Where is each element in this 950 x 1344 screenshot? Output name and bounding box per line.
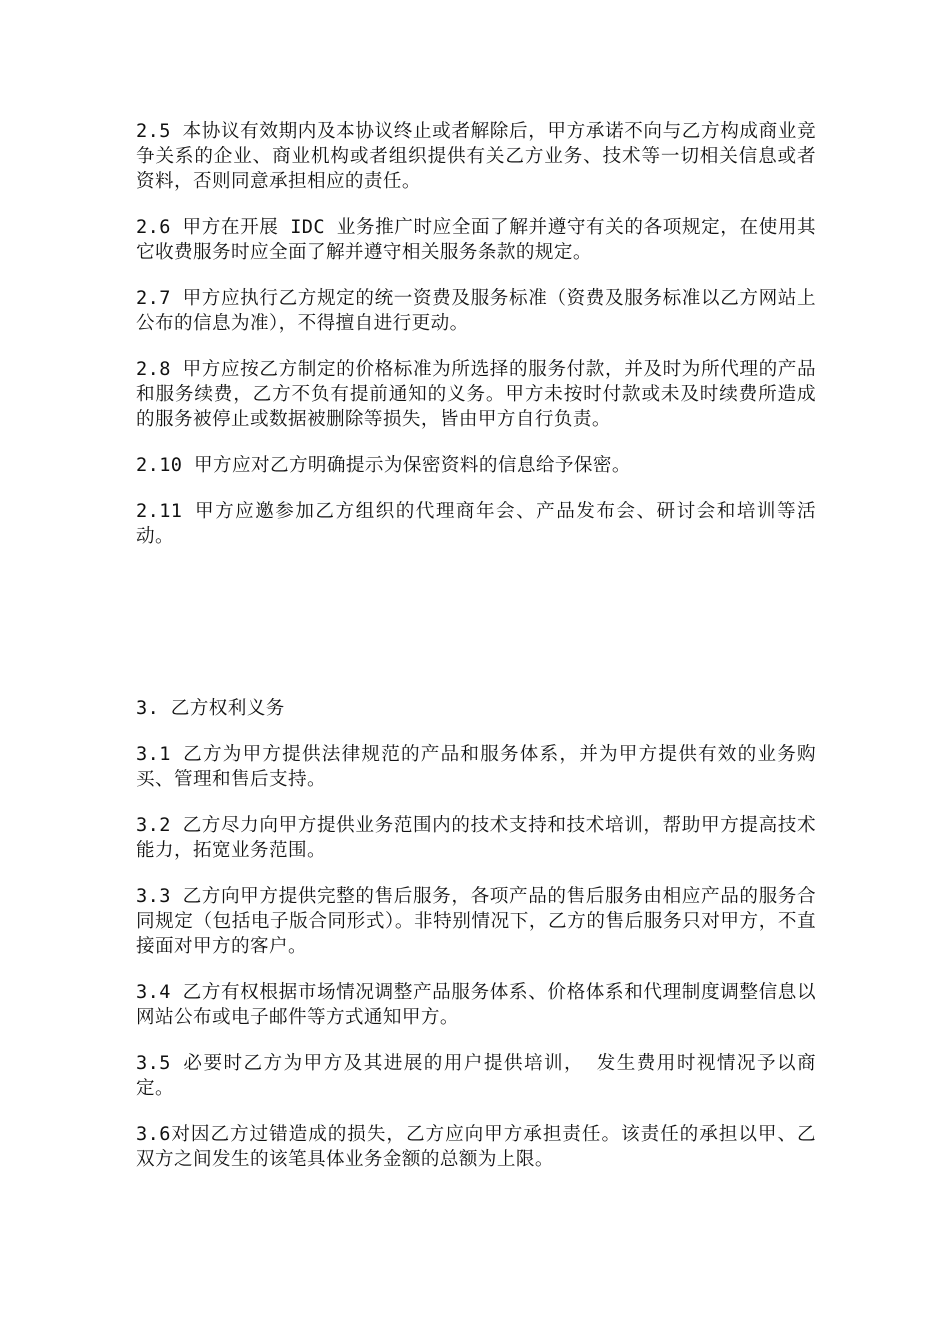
clause-2-7: 2.7 甲方应执行乙方规定的统一资费及服务标准（资费及服务标准以乙方网站上公布的信息为准），不得擅自进行更动。 <box>136 288 816 334</box>
clause-2-8: 2.8 甲方应按乙方制定的价格标准为所选择的服务付款，并及时为所代理的产品和服务续费，乙方不负有提前通知的义务。甲方未按时付款或未及时续费所造成的服务被停止或数据被删除等损失，皆由甲方自行负责。 <box>136 359 816 430</box>
clause-3-5: 3.5 必要时乙方为甲方及其进展的用户提供培训， 发生费用时视情况予以商定。 <box>136 1053 816 1099</box>
section-3-heading: 3. 乙方权利义务 <box>136 698 285 719</box>
clause-2-5: 2.5 本协议有效期内及本协议终止或者解除后，甲方承诺不向与乙方构成商业竞争关系的企业、商业机构或者组织提供有关乙方业务、技术等一切相关信息或者资料，否则同意承担相应的责任。 <box>136 121 816 192</box>
clause-3-4: 3.4 乙方有权根据市场情况调整产品服务体系、价格体系和代理制度调整信息以网站公布或电子邮件等方式通知甲方。 <box>136 982 816 1028</box>
clause-3-6: 3.6对因乙方过错造成的损失，乙方应向甲方承担责任。该责任的承担以甲、乙双方之间发生的该笔具体业务金额的总额为上限。 <box>136 1124 816 1170</box>
clause-3-3: 3.3 乙方向甲方提供完整的售后服务，各项产品的售后服务由相应产品的服务合同规定（包括电子版合同形式）。非特别情况下，乙方的售后服务只对甲方，不直接面对甲方的客户。 <box>136 886 816 957</box>
section-spacer <box>136 570 816 696</box>
clause-2-6: 2.6 甲方在开展 IDC 业务推广时应全面了解并遵守有关的各项规定，在使用其它收费服务时应全面了解并遵守相关服务条款的规定。 <box>136 217 816 263</box>
document-body <box>136 119 816 1193</box>
clause-2-11: 2.11 甲方应邀参加乙方组织的代理商年会、产品发布会、研讨会和培训等活动。 <box>136 501 816 547</box>
clause-3-2: 3.2 乙方尽力向甲方提供业务范围内的技术支持和技术培训，帮助甲方提高技术能力，拓宽业务范围。 <box>136 815 816 861</box>
clause-3-1: 3.1 乙方为甲方提供法律规范的产品和服务体系，并为甲方提供有效的业务购买、管理和售后支持。 <box>136 744 816 790</box>
clause-2-10: 2.10 甲方应对乙方明确提示为保密资料的信息给予保密。 <box>136 455 631 476</box>
